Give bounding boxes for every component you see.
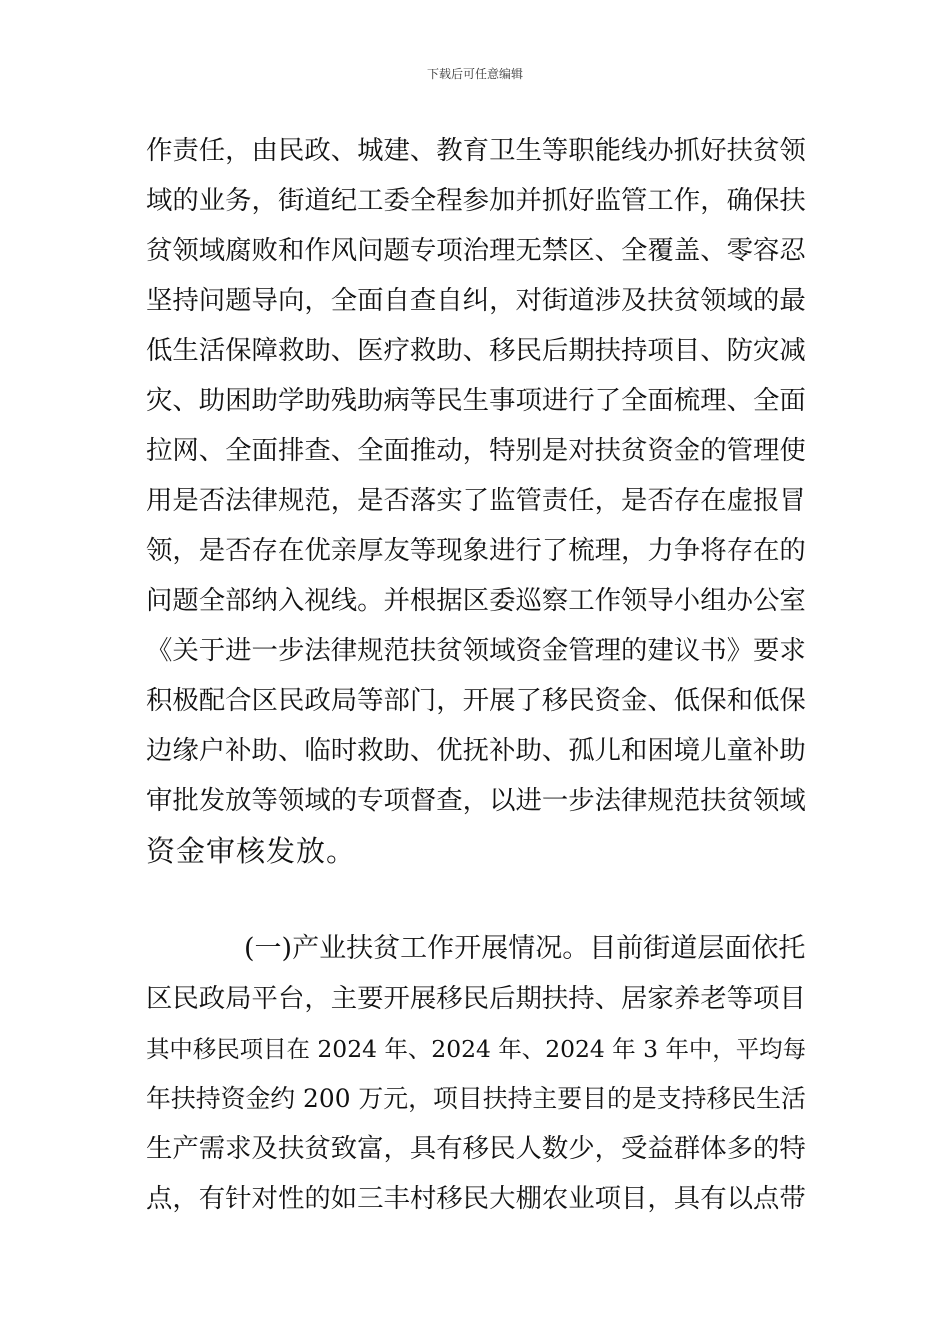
text-line: 低生活保障救助、医疗救助、移民后期扶持项目、防灾减: [146, 335, 806, 366]
section-heading-line: (一)产业扶贫工作开展情况。目前街道层面依托: [244, 933, 806, 964]
text-line: 域的业务，街道纪工委全程参加并抓好监管工作，确保扶: [146, 185, 806, 216]
text-line: 灾、助困助学助残助病等民生事项进行了全面梳理、全面: [146, 385, 806, 416]
text-line: 区民政局平台，主要开展移民后期扶持、居家养老等项目: [146, 983, 806, 1014]
text-line: 审批发放等领域的专项督查，以进一步法律规范扶贫领域: [146, 785, 806, 816]
text-line: 年扶持资金约 200 万元，项目扶持主要目的是支持移民生活: [146, 1084, 806, 1113]
text-line: 边缘户补助、临时救助、优抚补助、孤儿和困境儿童补助: [146, 735, 806, 766]
page-header: 下载后可任意编辑: [426, 67, 523, 81]
text-line: 生产需求及扶贫致富，具有移民人数少，受益群体多的特: [146, 1133, 806, 1164]
text-line: 拉网、全面排查、全面推动，特别是对扶贫资金的管理使: [146, 435, 806, 466]
text-line: 用是否法律规范，是否落实了监管责任，是否存在虚报冒: [146, 485, 806, 516]
text-line: 资金审核发放。: [146, 834, 357, 868]
text-line: 贫领域腐败和作风问题专项治理无禁区、全覆盖、零容忍: [146, 235, 806, 266]
text-line: 作责任，由民政、城建、教育卫生等职能线办抓好扶贫领: [146, 135, 806, 166]
text-line: 积极配合区民政局等部门，开展了移民资金、低保和低保: [146, 685, 806, 716]
text-line: 《关于进一步法律规范扶贫领域资金管理的建议书》要求: [146, 635, 806, 666]
text-line: 点，有针对性的如三丰村移民大棚农业项目，具有以点带: [146, 1183, 806, 1214]
text-line: 其中移民项目在 2024 年、2024 年、2024 年 3 年中，平均每: [146, 1035, 806, 1063]
text-line: 领，是否存在优亲厚友等现象进行了梳理，力争将存在的: [146, 535, 806, 566]
text-line: 问题全部纳入视线。并根据区委巡察工作领导小组办公室: [146, 585, 806, 616]
text-line: 坚持问题导向，全面自查自纠，对街道涉及扶贫领域的最: [146, 285, 806, 316]
